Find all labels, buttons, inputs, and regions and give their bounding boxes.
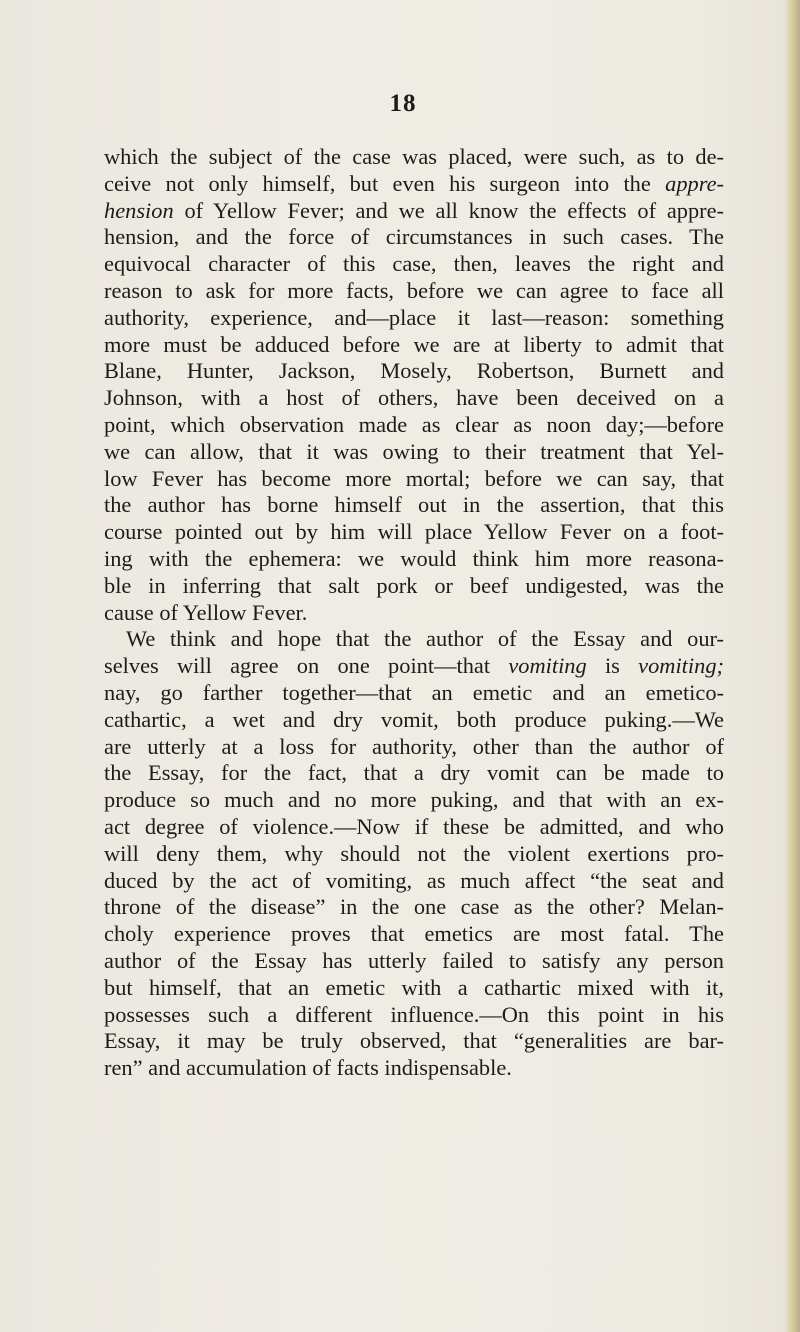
text-line: possesses such a different influence.—On this point in his	[104, 1001, 724, 1027]
text-line: course pointed out by him will place Yellow Fever on a foot-	[104, 519, 724, 545]
text-line: Blane, Hunter, Jackson, Mosely, Robertson, Burnett and	[104, 358, 724, 384]
text-line: the author has borne himself out in the assertion, that this	[104, 492, 724, 518]
text-line: act degree of violence.—Now if these be admitted, and who	[104, 813, 724, 839]
text-line: Johnson, with a host of others, have been deceived on a	[104, 385, 724, 411]
text-line: nay, go farther together—that an emetic and an emetico-	[104, 679, 724, 705]
italic-text: vomiting	[508, 653, 587, 679]
text-line: point, which observation made as clear as noon day;—before	[104, 411, 724, 437]
text-line: which the subject of the case was placed, were such, as to de-	[104, 144, 724, 169]
text-line: low Fever has become more mortal; before we can say, that	[104, 465, 724, 491]
italic-text: appre-	[665, 170, 724, 196]
text-line: we can allow, that it was owing to their treatment that Yel-	[104, 438, 724, 464]
text-line: ing with the ephemera: we would think him more reasona-	[104, 545, 724, 571]
page-number: 18	[389, 90, 417, 117]
text-line: ble in inferring that salt pork or beef undigested, was the	[104, 572, 724, 598]
italic-text: vomiting;	[638, 653, 724, 679]
text-line: will deny them, why should not the violent exertions pro-	[104, 840, 724, 866]
text-line: but himself, that an emetic with a cathartic mixed with it,	[104, 974, 724, 1000]
italic-text: hension	[104, 197, 174, 223]
text-line: more must be adduced before we are at liberty to admit that	[104, 331, 724, 357]
text-line: choly experience proves that emetics are most fatal. The	[104, 921, 724, 947]
text-line: produce so much and no more puking, and that with an ex-	[104, 787, 724, 813]
text-line: ren” and accumulation of facts indispensable.	[104, 1055, 512, 1081]
text-line: throne of the disease” in the one case as the other? Melan-	[104, 894, 724, 920]
page-edge-shadow	[784, 0, 800, 1332]
text-line: ceive not only himself, but even his surgeon into the appre-	[104, 170, 724, 196]
text-line: reason to ask for more facts, before we can agree to face all	[104, 277, 724, 303]
text-line: duced by the act of vomiting, as much affect “the seat and	[104, 867, 724, 893]
text-line: equivocal character of this case, then, leaves the right and	[104, 251, 724, 277]
text-line: Essay, it may be truly observed, that “generalities are bar-	[104, 1028, 724, 1054]
text-line: the Essay, for the fact, that a dry vomit can be made to	[104, 760, 724, 786]
text-line: hension of Yellow Fever; and we all know the effects of appre-	[104, 197, 724, 223]
text-line: cause of Yellow Fever.	[104, 599, 308, 625]
text-line: are utterly at a loss for authority, other than the author of	[104, 733, 724, 759]
text-line: authority, experience, and—place it last—reason: something	[104, 304, 724, 330]
body-text	[104, 144, 724, 1082]
text-line: cathartic, a wet and dry vomit, both produce puking.—We	[104, 706, 724, 732]
text-line: hension, and the force of circumstances in such cases. The	[104, 224, 724, 250]
text-line: author of the Essay has utterly failed to satisfy any person	[104, 947, 724, 973]
text-line: We think and hope that the author of the Essay and our-	[126, 626, 724, 652]
text-line: selves will agree on one point—that vomiting is vomiting;	[104, 653, 724, 679]
